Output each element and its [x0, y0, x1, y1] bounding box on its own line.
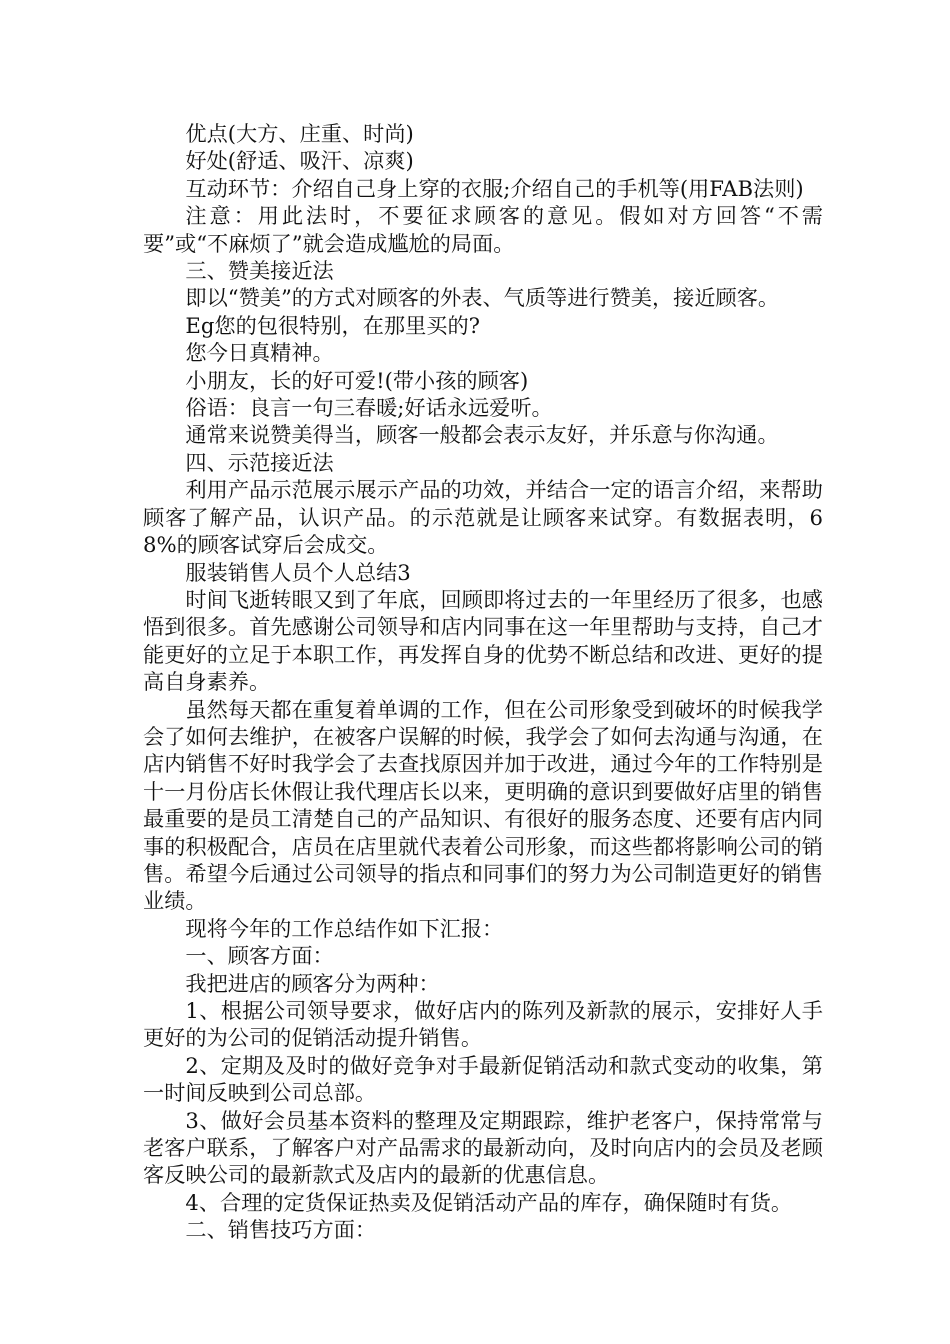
section-heading: 二、销售技巧方面： — [185, 1217, 377, 1243]
document-title: 服装销售人员个人总结3 — [185, 559, 411, 585]
section-heading: 三、赞美接近法 — [185, 258, 334, 284]
paragraph: 您今日真精神。 — [185, 340, 334, 366]
paragraph: 虽然每天都在重复着单调的工作，但在公司形象受到破坏的时候我学会了如何去维护，在被客户误解的时候，我学会了如何去沟通与沟通，在店内销售不好时我学会了去查找原因并加于改进，通过今年的工作特别是十一月份店长休假让我代理店长以来，更明确的意识到要做好店里的销售最重要的是员工清楚自己的产品知识、有很好的服务态度、还要有店内同事的积极配合，店员在店里就代表着公司形象，而这些都将影响公司的销售。希望今后通过公司领导的指点和同事们的努力为公司制造更好的销售业绩。 — [143, 696, 823, 914]
paragraph: 通常来说赞美得当，顾客一般都会表示友好，并乐意与你沟通。 — [185, 422, 779, 448]
paragraph: 我把进店的顾客分为两种： — [185, 970, 440, 996]
list-item: 2、定期及及时的做好竞争对手最新促销活动和款式变动的收集，第一时间反映到公司总部。 — [143, 1052, 823, 1106]
paragraph: 现将今年的工作总结作如下汇报： — [185, 915, 504, 941]
section-heading: 一、顾客方面： — [185, 943, 334, 969]
paragraph: 优点(大方、庄重、时尚) — [185, 121, 414, 146]
paragraph: 好处(舒适、吸汗、凉爽) — [185, 148, 414, 174]
paragraph: 注意：用此法时，不要征求顾客的意见。假如对方回答“不需要”或“不麻烦了”就会造成尴尬的局面。 — [143, 203, 823, 256]
paragraph: 互动环节：介绍自己身上穿的衣服;介绍自己的手机等(用FAB法则) — [185, 175, 804, 201]
section-heading: 四、示范接近法 — [185, 449, 334, 475]
list-item: 1、根据公司领导要求，做好店内的陈列及新款的展示，安排好人手更好的为公司的促销活动提升销售。 — [143, 998, 823, 1051]
paragraph: 即以“赞美”的方式对顾客的外表、气质等进行赞美，接近顾客。 — [185, 285, 780, 311]
list-item: 4、合理的定货保证热卖及促销活动产品的库存，确保随时有货。 — [185, 1189, 793, 1215]
paragraph: 时间飞逝转眼又到了年底，回顾即将过去的一年里经历了很多，也感悟到很多。首先感谢公司领导和店内同事在这一年里帮助与支持，自己才能更好的立足于本职工作，再发挥自身的优势不断总结和改进、更好的提高自身素养。 — [143, 586, 823, 695]
paragraph: 小朋友，长的好可爱!(带小孩的顾客) — [185, 367, 529, 393]
document-body — [143, 120, 823, 1244]
list-item: 3、做好会员基本资料的整理及定期跟踪，维护老客户，保持常常与老客户联系，了解客户对产品需求的最新动向，及时向店内的会员及老顾客反映公司的最新款式及店内的最新的优惠信息。 — [143, 1107, 823, 1188]
paragraph: Eg您的包很特别，在那里买的? — [185, 312, 481, 338]
paragraph: 俗语：良言一句三春暖;好话永远爱听。 — [185, 395, 553, 421]
paragraph: 利用产品示范展示展示产品的功效，并结合一定的语言介绍，来帮助顾客了解产品，认识产品。的示范就是让顾客来试穿。有数据表明，68%的顾客试穿后会成交。 — [143, 477, 823, 558]
